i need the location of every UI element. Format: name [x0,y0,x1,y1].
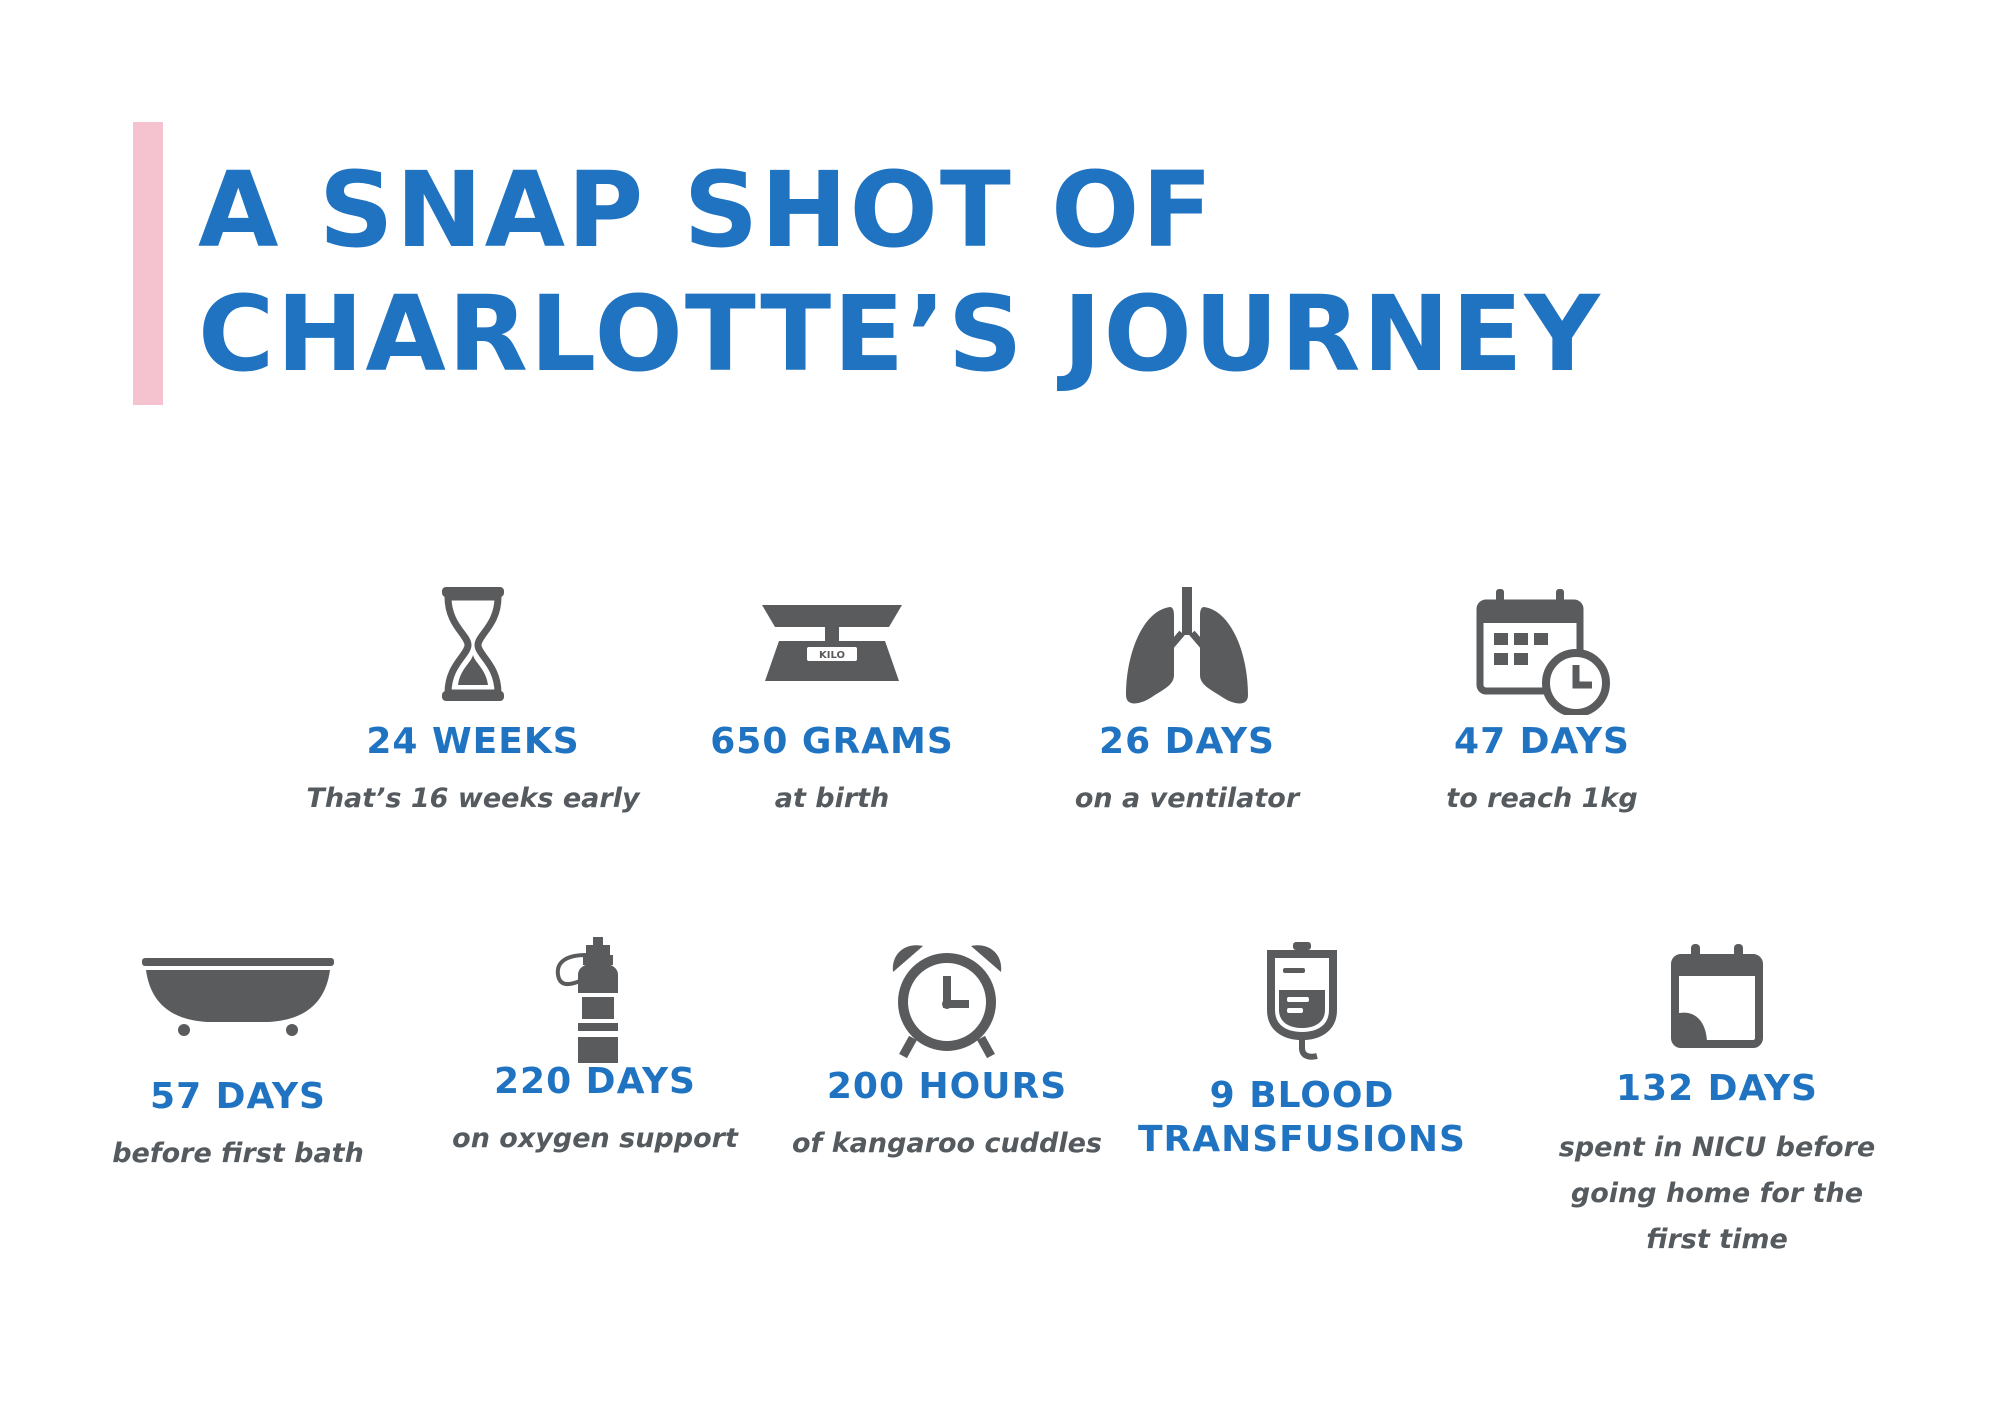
stat-value-line-1: 9 BLOOD [1209,1075,1395,1116]
stat-caption: of kangaroo cuddles [792,1128,1102,1159]
stat-value: 650 GRAMS [710,721,954,762]
stat-caption-line-2: going home for the first time [1570,1178,1864,1255]
stat-caption: to reach 1kg [1446,783,1638,814]
lungs-icon [1007,585,1367,720]
calendar-clock-icon [1362,585,1722,720]
stat-blood-transfusions [1122,950,1482,1162]
hourglass-icon [293,585,653,720]
stat-caption: That’s 16 weeks early [306,783,640,814]
scale-icon [652,585,1012,720]
oxygen-tank-icon [415,935,775,1060]
title-line-1: A SNAP SHOT OF [198,149,1215,271]
stat-kangaroo-cuddles [767,950,1127,1167]
stat-value: 47 DAYS [1454,721,1630,762]
stat-caption-line-1: spent in NICU before [1558,1132,1876,1163]
stat-birth-weight [652,585,1012,822]
stat-gestational-age [293,585,653,822]
stat-value: 220 DAYS [494,1061,696,1102]
stat-value: 57 DAYS [150,1076,326,1117]
stat-caption: at birth [774,783,890,814]
stat-value: 24 WEEKS [366,721,580,762]
stat-value-line-2: TRANSFUSIONS [1137,1119,1466,1160]
stat-oxygen [415,950,775,1162]
stat-ventilator [1007,585,1367,822]
alarm-clock-icon [767,940,1127,1065]
blood-bag-icon [1122,940,1482,1074]
page-title [198,148,1602,396]
scale-label: KILO [819,650,845,661]
accent-bar [133,122,163,405]
calendar-icon [1537,942,1897,1067]
title-line-2: CHARLOTTE’S JOURNEY [198,273,1602,395]
bathtub-icon [58,950,418,1075]
stat-caption: on a ventilator [1074,783,1300,814]
stat-value: 200 HOURS [826,1066,1068,1107]
stat-value: 132 DAYS [1616,1068,1818,1109]
stat-caption: before first bath [112,1138,364,1169]
stat-value: 26 DAYS [1099,721,1275,762]
stat-reach-1kg [1362,585,1722,822]
stat-nicu [1537,950,1897,1263]
stat-caption: on oxygen support [452,1123,738,1154]
stat-first-bath [58,950,418,1177]
